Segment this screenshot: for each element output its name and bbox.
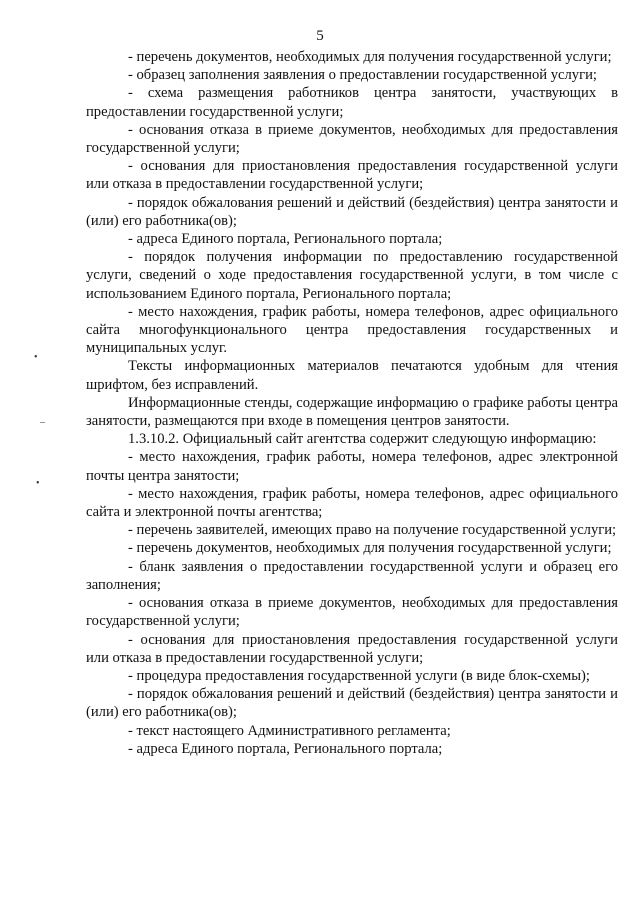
page-number: 5: [316, 28, 324, 44]
list-item: - перечень заявителей, имеющих право на получение государственной услуги;: [128, 522, 617, 539]
list-item: - порядок получения информации по предоставлению государственной услуги, сведений о ходе предоставления государственной услуги, в том числе с использованием Единого портала, Регионального портала;: [86, 249, 618, 302]
list-item: - место нахождения, график работы, номера телефонов, адрес официального сайта многофункционального центра предоставления государственных и муниципальных услуг.: [86, 303, 618, 357]
list-item: - перечень документов, необходимых для получения государственной услуги;: [128, 540, 612, 557]
list-item: - место нахождения, график работы, номера телефонов, адрес официального сайта и электронной почты агентства;: [86, 485, 618, 521]
list-item: - адреса Единого портала, Регионального портала;: [128, 740, 443, 757]
list-item: - перечень документов, необходимых для получения государственной услуги;: [128, 49, 612, 65]
list-item: - основания для приостановления предоставления государственной услуги или отказа в предоставлении государственной услуги;: [86, 158, 618, 193]
list-item: - образец заполнения заявления о предоставлении государственной услуги;: [128, 67, 597, 84]
margin-mark: •: [36, 478, 40, 489]
body-text: [86, 48, 618, 758]
list-item: - адреса Единого портала, Регионального портала;: [128, 231, 443, 248]
margin-mark: •: [34, 352, 38, 363]
paragraph: Информационные стенды, содержащие информацию о графике работы центра занятости, размещаются при входе в помещения центров занятости.: [86, 394, 618, 430]
list-item: - основания для приостановления предоставления государственной услуги или отказа в предоставлении государственной услуги;: [86, 631, 618, 666]
list-item: - бланк заявления о предоставлении государственной услуги и образец его заполнения;: [86, 558, 618, 593]
list-item: - основания отказа в приеме документов, необходимых для предоставления государственной услуги;: [86, 595, 618, 630]
list-item: - текст настоящего Административного регламента;: [128, 722, 451, 739]
margin-mark: –: [40, 417, 45, 428]
list-item: - схема размещения работников центра занятости, участвующих в предоставлении государственной услуги;: [86, 85, 618, 120]
section-paragraph: 1.3.10.2. Официальный сайт агентства содержит следующую информацию:: [128, 431, 597, 448]
list-item: - основания отказа в приеме документов, необходимых для предоставления государственной услуги;: [86, 121, 618, 157]
list-item: - процедура предоставления государственной услуги (в виде блок-схемы);: [128, 667, 590, 684]
paragraph: Тексты информационных материалов печатаются удобным для чтения шрифтом, без исправлений.: [86, 358, 618, 393]
list-item: - порядок обжалования решений и действий (бездействия) центра занятости и (или) его работника(ов);: [86, 686, 618, 721]
list-item: - порядок обжалования решений и действий (бездействия) центра занятости и (или) его работника(ов);: [86, 194, 618, 229]
list-item: - место нахождения, график работы, номера телефонов, адрес электронной почты центра занятости;: [86, 449, 618, 484]
